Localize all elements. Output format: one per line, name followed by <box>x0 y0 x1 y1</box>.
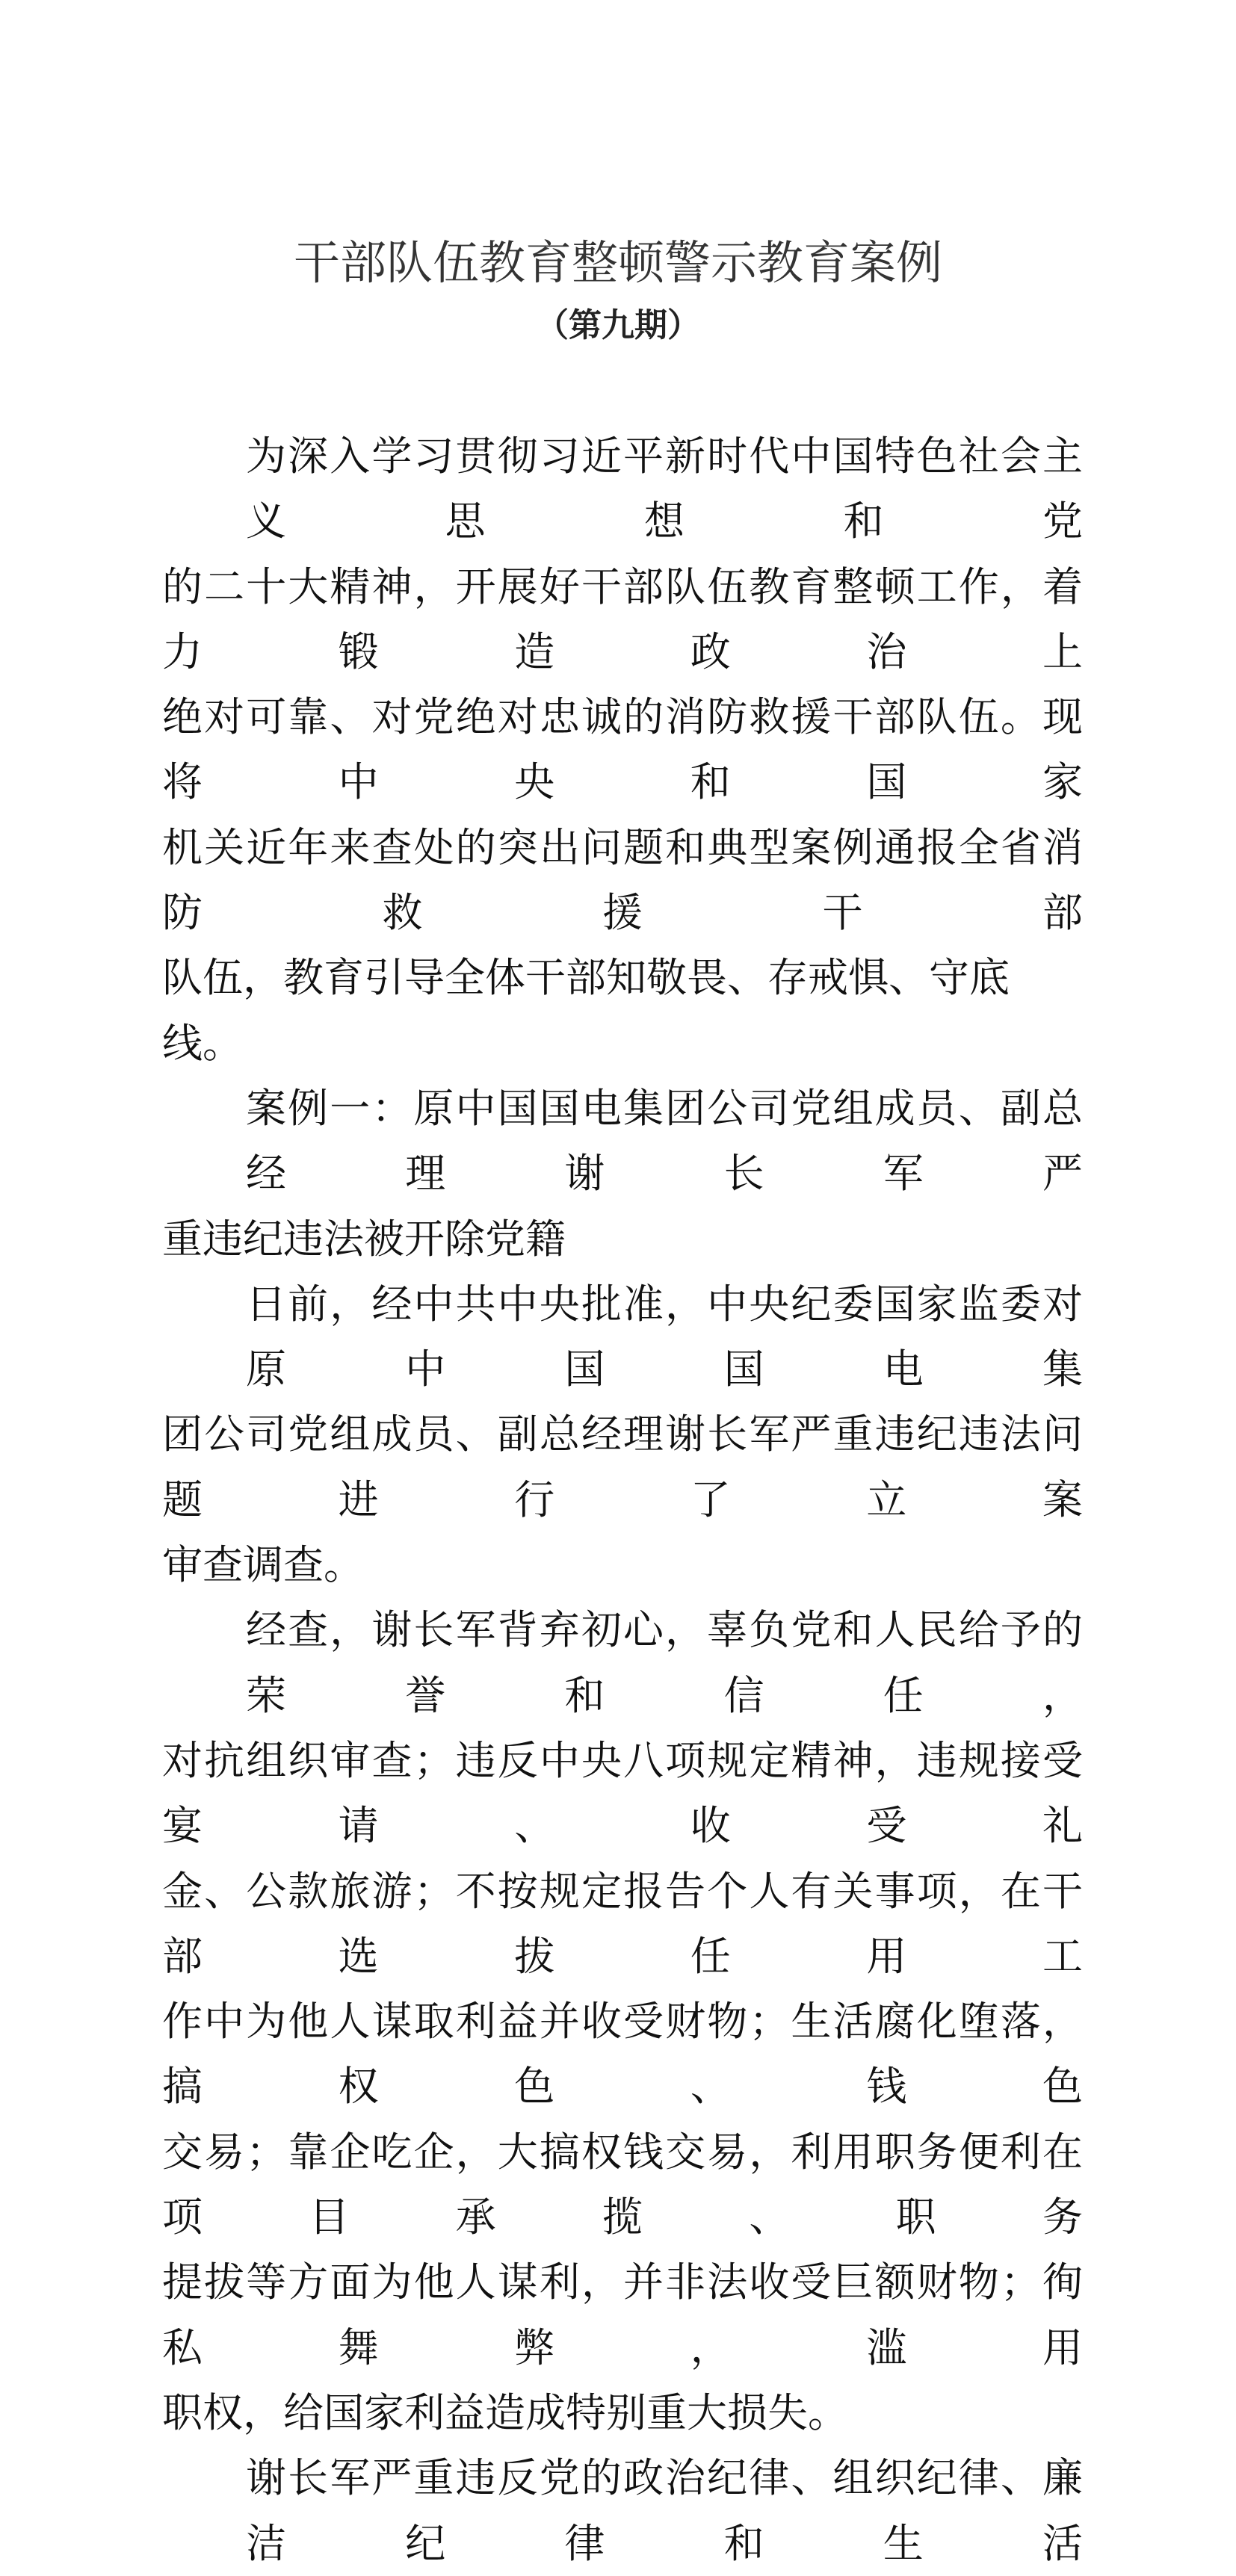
paragraph-line: 审查调查。 <box>162 1541 364 1589</box>
document-body <box>162 424 1083 2576</box>
paragraph-line: 金、公款旅游；不按规定报告个人有关事项，在干部选拔任用工 <box>162 1867 1083 1980</box>
paragraph-line: 谢长军严重违反党的政治纪律、组织纪律、廉洁纪律和生活 <box>246 2454 1083 2567</box>
paragraph-line: 重违纪违法被开除党籍 <box>162 1215 566 1263</box>
document-subtitle: （第九期） <box>536 306 700 344</box>
paragraph-line: 的二十大精神，开展好干部队伍教育整顿工作，着力锻造政治上 <box>162 563 1083 675</box>
paragraph-line: 队伍，教育引导全体干部知敬畏、存戒惧、守底线。 <box>162 954 1010 1067</box>
paragraph-line: 绝对可靠、对党绝对忠诚的消防救援干部队伍。现将中央和国家 <box>162 693 1083 806</box>
paragraph-line: 职权，给国家利益造成特别重大损失。 <box>162 2388 848 2436</box>
paragraph-line: 对抗组织审查；违反中央八项规定精神，违规接受宴请、收受礼 <box>162 1736 1083 1850</box>
paragraph-line: 团公司党组成员、副总经理谢长军严重违纪违法问题进行了立案 <box>162 1411 1083 1523</box>
paragraph-line: 作中为他人谋取利益并收受财物；生活腐化堕落，搞权色、钱色 <box>162 1998 1083 2111</box>
paragraph-line: 机关近年来查处的突出问题和典型案例通报全省消防救援干部 <box>162 823 1083 937</box>
paragraph-line: 提拔等方面为他人谋利，并非法收受巨额财物；徇私舞弊，滥用 <box>162 2258 1083 2371</box>
document-title: 干部队伍教育整顿警示教育案例 <box>293 235 942 290</box>
paragraph-line: 案例一：原中国国电集团公司党组成员、副总经理谢长军严 <box>246 1084 1083 1198</box>
paragraph-line: 日前，经中共中央批准，中央纪委国家监委对原中国国电集 <box>246 1280 1083 1393</box>
paragraph-line: 交易；靠企吃企，大搞权钱交易，利用职务便利在项目承揽、职务 <box>162 2128 1083 2241</box>
paragraph-line: 为深入学习贯彻习近平新时代中国特色社会主义思想和党 <box>246 433 1083 545</box>
paragraph-line: 经查，谢长军背弃初心，辜负党和人民给予的荣誉和信任， <box>246 1606 1083 1719</box>
